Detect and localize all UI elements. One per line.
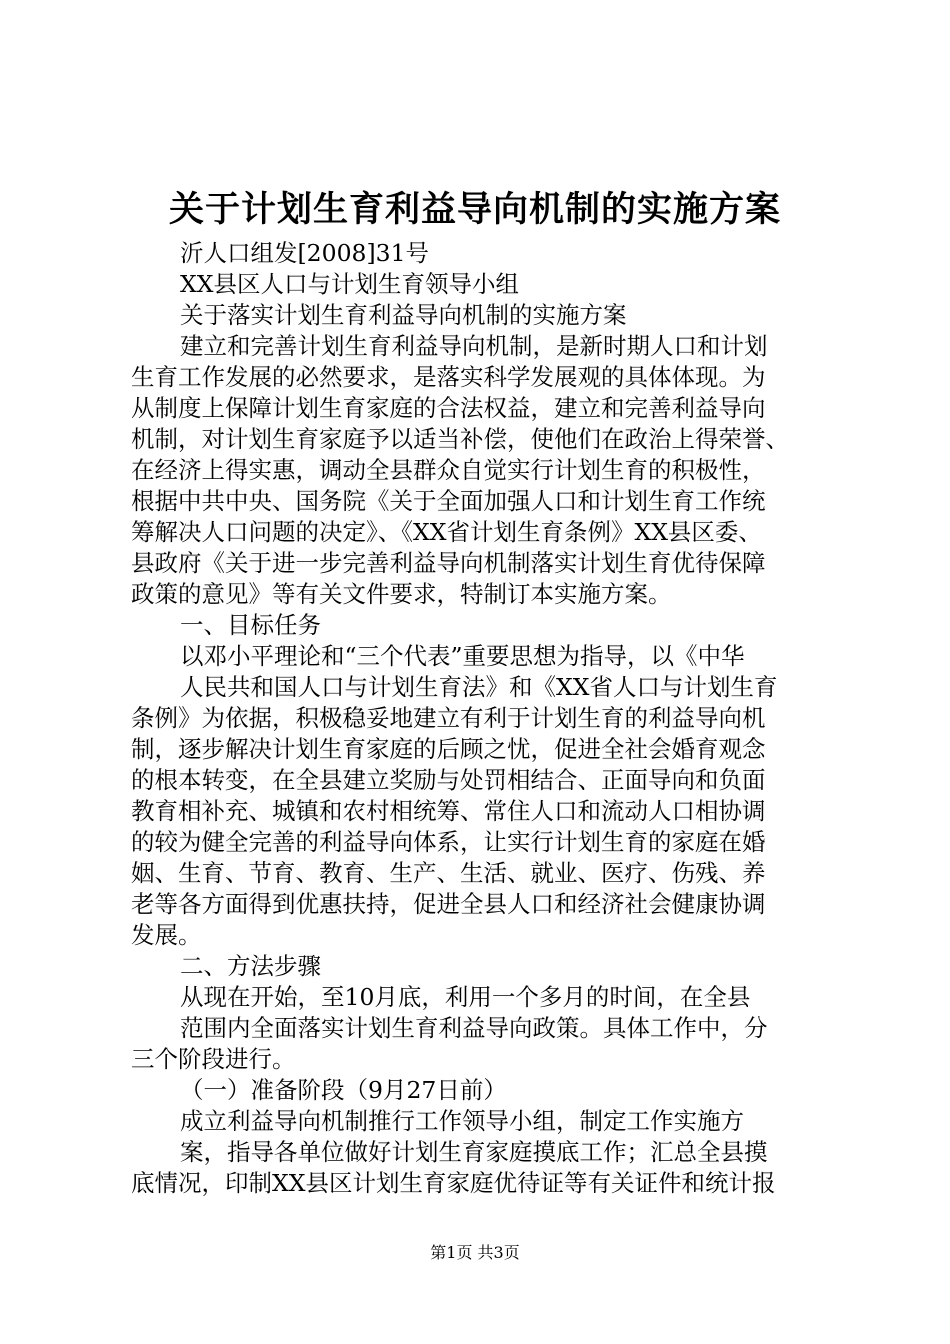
doc-line: 发展。 [131, 921, 202, 949]
doc-line: 三个阶段进行。 [131, 1045, 296, 1073]
doc-line: 从制度上保障计划生育家庭的合法权益，建立和完善利益导向 [131, 394, 766, 422]
section-heading: 一、目标任务 [180, 611, 321, 639]
doc-line: 的根本转变，在全县建立奖励与处罚相结合、正面导向和负面 [131, 766, 766, 794]
doc-line: 政策的意见》等有关文件要求，特制订本实施方案。 [131, 580, 672, 608]
doc-line: 沂人口组发[2008]31号 [180, 239, 430, 267]
doc-line: 建立和完善计划生育利益导向机制，是新时期人口和计划 [180, 332, 768, 360]
section-heading: 二、方法步骤 [180, 952, 321, 980]
doc-line: 成立利益导向机制推行工作领导小组，制定工作实施方 [180, 1107, 744, 1135]
doc-line: 案，指导各单位做好计划生育家庭摸底工作；汇总全县摸 [180, 1138, 768, 1166]
doc-line: 人民共和国人口与计划生育法》和《XX省人口与计划生育 [180, 673, 778, 701]
subsection-heading: （一）准备阶段（9月27日前） [180, 1076, 507, 1104]
doc-line: 教育相补充、城镇和农村相统筹、常住人口和流动人口相协调 [131, 797, 766, 825]
doc-line: 县政府《关于进一步完善利益导向机制落实计划生育优待保障 [131, 549, 766, 577]
doc-line: 筹解决人口问题的决定》、《XX省计划生育条例》XX县区委、 [131, 518, 762, 546]
doc-line: 机制，对计划生育家庭予以适当补偿，使他们在政治上得荣誉、 [131, 425, 789, 453]
doc-line: 根据中共中央、国务院《关于全面加强人口和计划生育工作统 [131, 487, 766, 515]
doc-line: 底情况，印制XX县区计划生育家庭优待证等有关证件和统计报 [131, 1169, 776, 1197]
doc-line: 姻、生育、节育、教育、生产、生活、就业、医疗、伤残、养 [131, 859, 766, 887]
doc-line: 关于落实计划生育利益导向机制的实施方案 [180, 301, 627, 329]
doc-line: 范围内全面落实计划生育利益导向政策。具体工作中，分 [180, 1014, 768, 1042]
doc-line: 在经济上得实惠，调动全县群众自觉实行计划生育的积极性， [131, 456, 766, 484]
doc-line: 从现在开始，至10月底，利用一个多月的时间，在全县 [180, 983, 751, 1011]
doc-line: 生育工作发展的必然要求，是落实科学发展观的具体体现。为 [131, 363, 766, 391]
doc-line: 的较为健全完善的利益导向体系，让实行计划生育的家庭在婚 [131, 828, 766, 856]
doc-line: 条例》为依据，积极稳妥地建立有利于计划生育的利益导向机 [131, 704, 766, 732]
doc-line: 制，逐步解决计划生育家庭的后顾之忧，促进全社会婚育观念 [131, 735, 766, 763]
page-number: 第1页 共3页 [430, 1243, 520, 1262]
doc-line: XX县区人口与计划生育领导小组 [180, 270, 519, 298]
document-title: 关于计划生育利益导向机制的实施方案 [168, 190, 781, 230]
doc-line: 以邓小平理论和“三个代表”重要思想为指导，以《中华 [180, 642, 745, 670]
doc-line: 老等各方面得到优惠扶持，促进全县人口和经济社会健康协调 [131, 890, 766, 918]
